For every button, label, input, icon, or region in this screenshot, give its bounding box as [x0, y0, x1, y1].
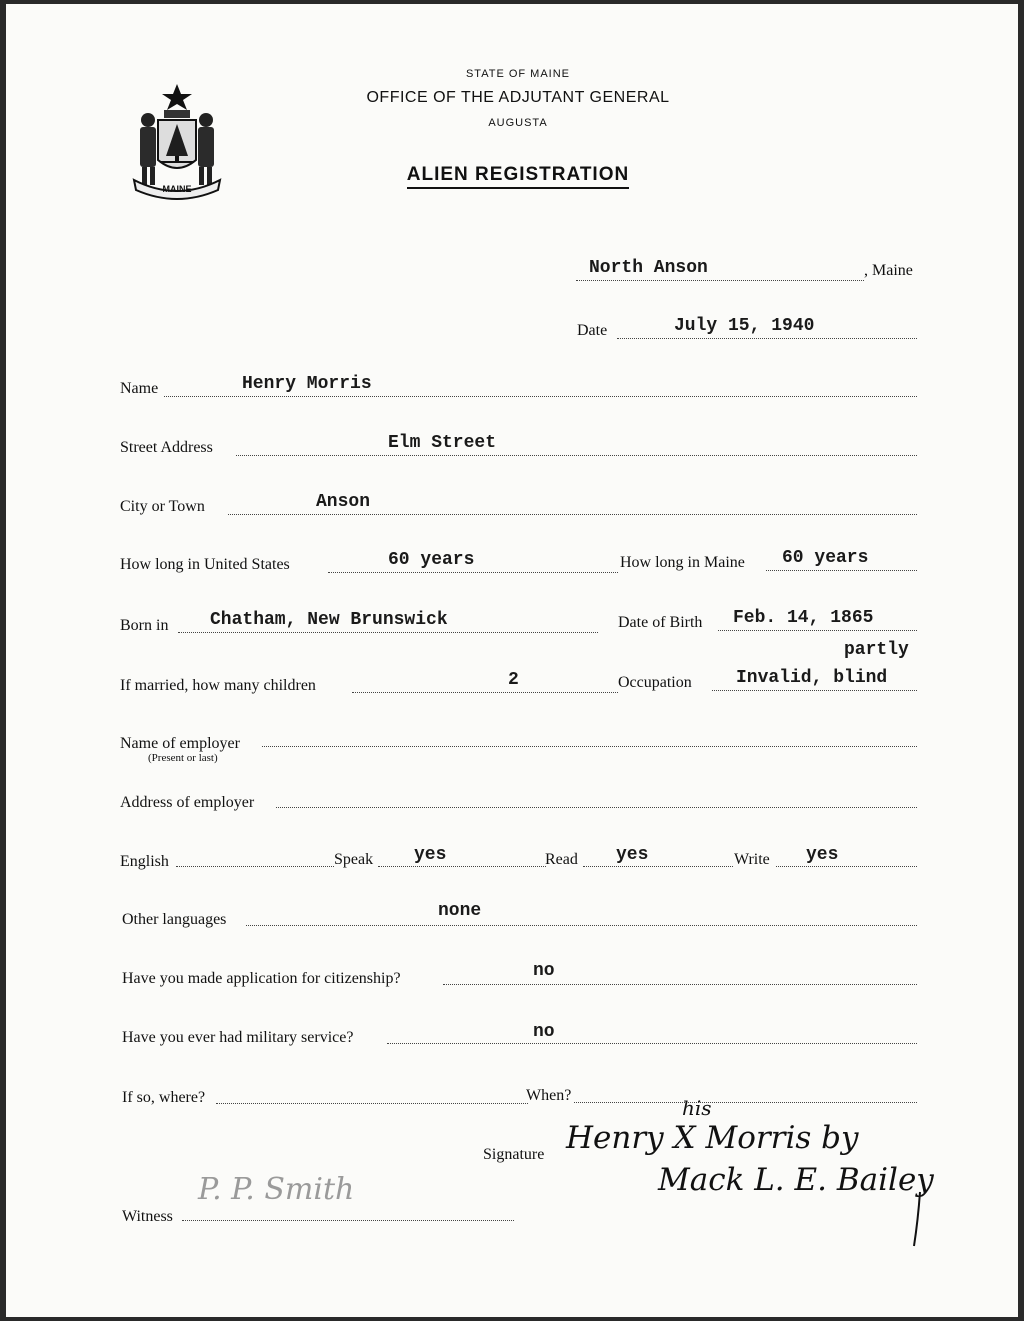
svg-text:MAINE: MAINE	[162, 184, 192, 194]
military-label: Have you ever had military service?	[122, 1029, 354, 1046]
us-time-value: 60 years	[388, 550, 475, 570]
read-value: yes	[616, 845, 649, 865]
born-value: Chatham, New Brunswick	[210, 610, 448, 630]
date-value: July 15, 1940	[674, 316, 815, 336]
occupation-label: Occupation	[618, 674, 692, 691]
place-suffix: , Maine	[864, 262, 913, 279]
other-languages-value: none	[438, 901, 482, 921]
date-label: Date	[577, 322, 608, 339]
employer-address-label: Address of employer	[120, 794, 255, 811]
dob-label: Date of Birth	[618, 614, 703, 631]
speak-label: Speak	[334, 851, 374, 868]
english-label: English	[120, 853, 169, 870]
maine-time-label: How long in Maine	[620, 554, 745, 571]
employer-label: Name of employer	[120, 735, 240, 752]
occupation-value: Invalid, blind	[736, 668, 888, 688]
header-office: OFFICE OF THE ADJUTANT GENERAL	[366, 89, 670, 106]
document-page	[6, 4, 1018, 1317]
signature-line1: Henry X Morris by	[566, 1120, 859, 1156]
signature-flourish-icon	[902, 1190, 932, 1250]
speak-value: yes	[414, 845, 447, 865]
occupation-above: partly	[844, 640, 909, 660]
maine-time-value: 60 years	[782, 548, 869, 568]
other-languages-label: Other languages	[122, 911, 227, 928]
dob-value: Feb. 14, 1865	[733, 608, 874, 628]
place-value: North Anson	[589, 258, 708, 278]
employer-sublabel: (Present or last)	[148, 752, 218, 764]
header-city: AUGUSTA	[488, 117, 548, 129]
citizenship-label: Have you made application for citizenship?	[122, 970, 401, 987]
read-label: Read	[545, 851, 578, 868]
form-title-wrap	[6, 164, 1018, 186]
form-title: ALIEN REGISTRATION	[407, 164, 629, 189]
signature-line2: Mack L. E. Bailey	[658, 1162, 934, 1198]
name-value: Henry Morris	[242, 374, 372, 394]
witness-signature: P. P. Smith	[198, 1172, 355, 1207]
city-value: Anson	[316, 492, 371, 512]
name-label: Name	[120, 380, 159, 397]
signature-his: his	[682, 1096, 712, 1120]
children-label: If married, how many children	[120, 677, 316, 694]
witness-label: Witness	[122, 1208, 173, 1225]
street-value: Elm Street	[388, 433, 497, 453]
signature-label: Signature	[483, 1146, 545, 1163]
city-label: City or Town	[120, 498, 205, 515]
street-label: Street Address	[120, 439, 213, 456]
write-label: Write	[734, 851, 770, 868]
write-value: yes	[806, 845, 839, 865]
header-state: STATE OF MAINE	[465, 68, 571, 80]
born-label: Born in	[120, 617, 169, 634]
citizenship-value: no	[533, 961, 555, 981]
children-value: 2	[508, 670, 519, 690]
where-label: If so, where?	[122, 1089, 206, 1106]
when-label: When?	[526, 1087, 572, 1104]
us-time-label: How long in United States	[120, 556, 290, 573]
military-value: no	[533, 1022, 555, 1042]
